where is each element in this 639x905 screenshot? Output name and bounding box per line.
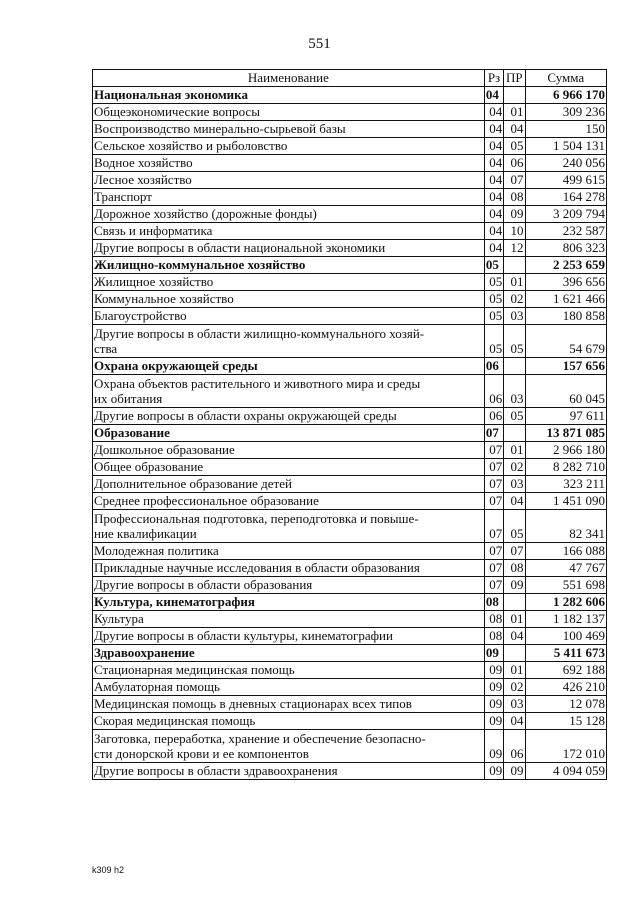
budget-table xyxy=(92,69,607,780)
row-name-line: сти донорской крови и ее компонентов xyxy=(94,746,309,761)
table-row xyxy=(93,763,607,780)
row-sum: 499 615 xyxy=(525,172,606,189)
row-name: Медицинская помощь в дневных стационарах всех типов xyxy=(93,696,485,713)
table-row xyxy=(93,713,607,730)
row-pr xyxy=(504,425,525,442)
table-row xyxy=(93,155,607,172)
row-pr: 01 xyxy=(504,274,525,291)
row-sum: 2 253 659 xyxy=(525,257,606,274)
row-sum: 232 587 xyxy=(525,223,606,240)
table-row xyxy=(93,223,607,240)
row-name: Дорожное хозяйство (дорожные фонды) xyxy=(93,206,485,223)
row-pr: 07 xyxy=(504,172,525,189)
row-sum: 1 282 606 xyxy=(525,594,606,611)
row-name: Общее образование xyxy=(93,459,485,476)
table-row xyxy=(93,206,607,223)
section-row xyxy=(93,358,607,375)
row-rz: 05 xyxy=(484,257,503,274)
row-name: Другие вопросы в области охраны окружающей среды xyxy=(93,408,485,425)
row-pr: 08 xyxy=(504,560,525,577)
row-pr: 04 xyxy=(504,713,525,730)
row-pr: 05 xyxy=(504,408,525,425)
row-pr: 03 xyxy=(504,476,525,493)
row-rz: 08 xyxy=(484,594,503,611)
section-row xyxy=(93,87,607,104)
row-pr xyxy=(504,257,525,274)
row-sum: 1 621 466 xyxy=(525,291,606,308)
row-sum: 60 045 xyxy=(525,375,606,408)
row-name-line: Заготовка, переработка, хранение и обеспечение безопасно- xyxy=(94,731,426,746)
row-rz: 09 xyxy=(484,696,503,713)
row-pr xyxy=(504,358,525,375)
row-name: Благоустройство xyxy=(93,308,485,325)
row-name: Культура, кинематография xyxy=(93,594,485,611)
row-pr: 09 xyxy=(504,206,525,223)
row-rz: 05 xyxy=(484,274,503,291)
table-row xyxy=(93,628,607,645)
footer-code: k309 h2 xyxy=(92,865,125,875)
row-rz: 04 xyxy=(484,223,503,240)
row-sum: 2 966 180 xyxy=(525,442,606,459)
row-sum: 97 611 xyxy=(525,408,606,425)
header-pr: ПР xyxy=(504,70,525,87)
table-row xyxy=(93,442,607,459)
row-sum: 240 056 xyxy=(525,155,606,172)
row-rz: 05 xyxy=(484,325,503,358)
row-sum: 100 469 xyxy=(525,628,606,645)
row-name: Молодежная политика xyxy=(93,543,485,560)
row-name-line: их обитания xyxy=(94,391,163,406)
section-row xyxy=(93,645,607,662)
row-pr: 03 xyxy=(504,375,525,408)
row-name: Воспроизводство минерально-сырьевой базы xyxy=(93,121,485,138)
row-pr: 04 xyxy=(504,121,525,138)
row-name: Лесное хозяйство xyxy=(93,172,485,189)
row-pr: 02 xyxy=(504,291,525,308)
table-row xyxy=(93,138,607,155)
row-sum: 4 094 059 xyxy=(525,763,606,780)
row-rz: 04 xyxy=(484,138,503,155)
row-pr: 08 xyxy=(504,189,525,206)
row-sum: 692 188 xyxy=(525,662,606,679)
table-row xyxy=(93,172,607,189)
row-name: Жилищно-коммунальное хозяйство xyxy=(93,257,485,274)
page-number: 551 xyxy=(308,36,331,52)
row-rz: 04 xyxy=(484,172,503,189)
row-pr: 01 xyxy=(504,104,525,121)
row-pr: 04 xyxy=(504,493,525,510)
row-sum: 806 323 xyxy=(525,240,606,257)
table-row xyxy=(93,577,607,594)
row-rz: 07 xyxy=(484,442,503,459)
row-rz: 08 xyxy=(484,628,503,645)
row-name: Стационарная медицинская помощь xyxy=(93,662,485,679)
row-rz: 04 xyxy=(484,189,503,206)
row-rz: 09 xyxy=(484,645,503,662)
row-pr: 01 xyxy=(504,442,525,459)
row-rz: 06 xyxy=(484,358,503,375)
row-rz: 07 xyxy=(484,560,503,577)
row-name: Амбулаторная помощь xyxy=(93,679,485,696)
table-row xyxy=(93,408,607,425)
row-rz: 09 xyxy=(484,730,503,763)
row-name: Коммунальное хозяйство xyxy=(93,291,485,308)
row-rz: 08 xyxy=(484,611,503,628)
row-pr: 01 xyxy=(504,662,525,679)
row-name: Другие вопросы в области здравоохранения xyxy=(93,763,485,780)
row-pr: 09 xyxy=(504,577,525,594)
row-name xyxy=(93,325,485,358)
row-pr: 05 xyxy=(504,138,525,155)
row-name: Дошкольное образование xyxy=(93,442,485,459)
table-row xyxy=(93,291,607,308)
table-header-row xyxy=(93,70,607,87)
table-row xyxy=(93,459,607,476)
row-name-line: Другие вопросы в области жилищно-коммунального хозяй- xyxy=(94,326,425,341)
row-pr: 06 xyxy=(504,155,525,172)
table-row xyxy=(93,679,607,696)
row-sum: 551 698 xyxy=(525,577,606,594)
row-rz: 04 xyxy=(484,87,503,104)
row-pr: 05 xyxy=(504,510,525,543)
table-row xyxy=(93,325,607,358)
row-pr: 05 xyxy=(504,325,525,358)
row-name: Транспорт xyxy=(93,189,485,206)
row-pr: 03 xyxy=(504,308,525,325)
row-name: Национальная экономика xyxy=(93,87,485,104)
row-pr: 01 xyxy=(504,611,525,628)
row-sum: 166 088 xyxy=(525,543,606,560)
row-pr: 03 xyxy=(504,696,525,713)
table-row xyxy=(93,560,607,577)
section-row xyxy=(93,257,607,274)
table-body xyxy=(93,87,607,780)
row-name xyxy=(93,375,485,408)
table-row xyxy=(93,308,607,325)
row-sum: 47 767 xyxy=(525,560,606,577)
row-rz: 09 xyxy=(484,713,503,730)
row-sum: 54 679 xyxy=(525,325,606,358)
row-rz: 04 xyxy=(484,206,503,223)
row-sum: 15 128 xyxy=(525,713,606,730)
table-row xyxy=(93,662,607,679)
row-name: Скорая медицинская помощь xyxy=(93,713,485,730)
row-name xyxy=(93,730,485,763)
row-name xyxy=(93,510,485,543)
row-sum: 1 504 131 xyxy=(525,138,606,155)
row-sum: 157 656 xyxy=(525,358,606,375)
row-name: Дополнительное образование детей xyxy=(93,476,485,493)
row-rz: 07 xyxy=(484,459,503,476)
row-name-line: ние квалификации xyxy=(94,526,197,541)
row-name: Другие вопросы в области культуры, кинематографии xyxy=(93,628,485,645)
row-sum: 13 871 085 xyxy=(525,425,606,442)
row-rz: 07 xyxy=(484,543,503,560)
row-name: Среднее профессиональное образование xyxy=(93,493,485,510)
row-pr xyxy=(504,594,525,611)
row-sum: 5 411 673 xyxy=(525,645,606,662)
section-row xyxy=(93,594,607,611)
row-sum: 1 182 137 xyxy=(525,611,606,628)
row-name: Другие вопросы в области образования xyxy=(93,577,485,594)
row-pr: 06 xyxy=(504,730,525,763)
table-row xyxy=(93,240,607,257)
row-rz: 07 xyxy=(484,510,503,543)
row-name: Культура xyxy=(93,611,485,628)
row-sum: 172 010 xyxy=(525,730,606,763)
row-sum: 180 858 xyxy=(525,308,606,325)
row-name: Водное хозяйство xyxy=(93,155,485,172)
row-name-line: ства xyxy=(94,341,118,356)
row-rz: 04 xyxy=(484,155,503,172)
table-row xyxy=(93,696,607,713)
header-name: Наименование xyxy=(93,70,485,87)
table-row xyxy=(93,730,607,763)
row-rz: 09 xyxy=(484,679,503,696)
table-row xyxy=(93,510,607,543)
row-pr xyxy=(504,645,525,662)
row-name: Другие вопросы в области национальной экономики xyxy=(93,240,485,257)
row-name: Прикладные научные исследования в области образования xyxy=(93,560,485,577)
row-pr: 12 xyxy=(504,240,525,257)
header-sum: Сумма xyxy=(525,70,606,87)
row-name-line: Охрана объектов растительного и животного мира и среды xyxy=(94,376,421,391)
table-row xyxy=(93,375,607,408)
row-name: Жилищное хозяйство xyxy=(93,274,485,291)
table-row xyxy=(93,493,607,510)
row-pr: 02 xyxy=(504,679,525,696)
row-sum: 323 211 xyxy=(525,476,606,493)
table-row xyxy=(93,104,607,121)
header-rz: Рз xyxy=(484,70,503,87)
row-rz: 05 xyxy=(484,291,503,308)
row-pr: 07 xyxy=(504,543,525,560)
table-row xyxy=(93,611,607,628)
row-pr: 09 xyxy=(504,763,525,780)
table-row xyxy=(93,189,607,206)
row-name: Здравоохранение xyxy=(93,645,485,662)
row-pr: 02 xyxy=(504,459,525,476)
table-row xyxy=(93,274,607,291)
row-name-line: Профессиональная подготовка, переподготовка и повыше- xyxy=(94,511,419,526)
row-sum: 82 341 xyxy=(525,510,606,543)
row-pr: 10 xyxy=(504,223,525,240)
row-name: Общеэкономические вопросы xyxy=(93,104,485,121)
row-rz: 09 xyxy=(484,662,503,679)
row-sum: 164 278 xyxy=(525,189,606,206)
row-rz: 06 xyxy=(484,375,503,408)
row-rz: 06 xyxy=(484,408,503,425)
row-name: Связь и информатика xyxy=(93,223,485,240)
table-row xyxy=(93,476,607,493)
section-row xyxy=(93,425,607,442)
row-name: Сельское хозяйство и рыболовство xyxy=(93,138,485,155)
row-pr: 04 xyxy=(504,628,525,645)
table-row xyxy=(93,121,607,138)
row-sum: 3 209 794 xyxy=(525,206,606,223)
row-sum: 426 210 xyxy=(525,679,606,696)
row-rz: 09 xyxy=(484,763,503,780)
row-rz: 07 xyxy=(484,493,503,510)
row-sum: 150 xyxy=(525,121,606,138)
row-sum: 6 966 170 xyxy=(525,87,606,104)
row-sum: 12 078 xyxy=(525,696,606,713)
row-rz: 07 xyxy=(484,476,503,493)
row-rz: 04 xyxy=(484,104,503,121)
row-rz: 07 xyxy=(484,577,503,594)
table-row xyxy=(93,543,607,560)
row-name: Образование xyxy=(93,425,485,442)
row-rz: 05 xyxy=(484,308,503,325)
row-pr xyxy=(504,87,525,104)
row-rz: 04 xyxy=(484,121,503,138)
row-name: Охрана окружающей среды xyxy=(93,358,485,375)
row-sum: 1 451 090 xyxy=(525,493,606,510)
row-sum: 8 282 710 xyxy=(525,459,606,476)
row-sum: 309 236 xyxy=(525,104,606,121)
row-sum: 396 656 xyxy=(525,274,606,291)
row-rz: 07 xyxy=(484,425,503,442)
row-rz: 04 xyxy=(484,240,503,257)
